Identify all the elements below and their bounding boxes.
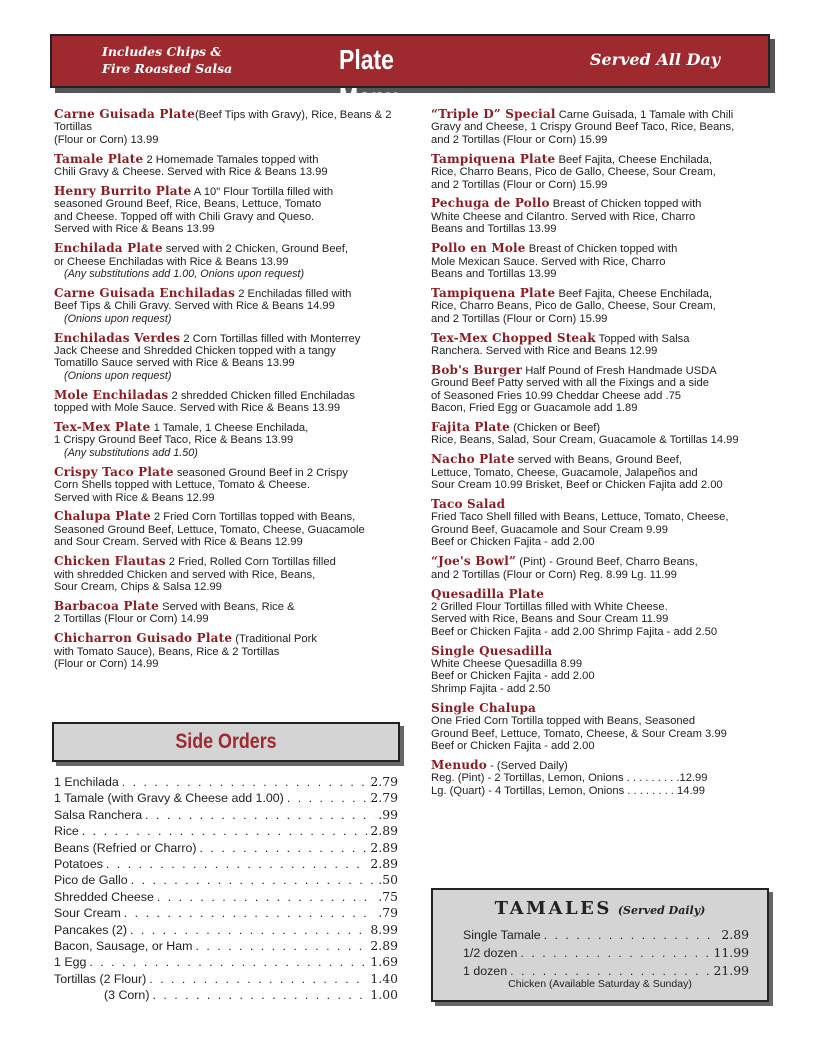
price-row bbox=[54, 774, 398, 790]
menu-item-first-line bbox=[54, 108, 404, 134]
menu-item bbox=[54, 510, 404, 548]
menu-item-desc: Ranchera. Served with Rice and Beans 12.99 bbox=[431, 345, 658, 357]
menu-item-name: Carne Guisada Plate bbox=[54, 107, 195, 121]
menu-item-desc: Sour Cream 10.99 Brisket, Beef or Chicken Fajita add 2.00 bbox=[431, 479, 723, 492]
menu-item-desc: White Cheese Quesadilla 8.99 bbox=[431, 658, 583, 671]
menu-item-first-line bbox=[431, 588, 776, 601]
menu-item-desc: Served with Rice & Beans 12.99 bbox=[54, 491, 215, 504]
menu-item-note: (Onions upon request) bbox=[64, 369, 172, 382]
menu-item-desc: (Pint) - Ground Beef, Charro Beans, bbox=[516, 556, 698, 569]
menu-item-name: Quesadilla Plate bbox=[431, 586, 545, 601]
price-item-name: Pancakes (2) bbox=[54, 922, 128, 937]
menu-item-desc: White Cheese and Cilantro. Served with Rice, Charro bbox=[431, 210, 696, 223]
menu-item-first-line bbox=[431, 702, 776, 715]
menu-item-desc: with Tomato Sauce), Beans, Rice & 2 Tortillas bbox=[54, 645, 280, 658]
menu-item bbox=[54, 108, 404, 146]
price-item-price: 1.40 bbox=[370, 970, 398, 986]
menu-item bbox=[54, 242, 404, 280]
menu-item-desc: Breast of Chicken topped with bbox=[525, 243, 678, 256]
menu-item-desc: Ground Beef Patty served with all the Fixings and a side bbox=[431, 377, 709, 390]
menu-item-first-line bbox=[431, 108, 776, 121]
menu-item bbox=[54, 287, 404, 325]
menu-item bbox=[54, 185, 404, 236]
menu-item-desc: Mole Mexican Sauce. Served with Rice, Charro bbox=[431, 255, 666, 268]
menu-item-desc: Rice, Beans, Salad, Sour Cream, Guacamole & Tortillas 14.99 bbox=[431, 434, 739, 447]
dot-leader bbox=[145, 807, 375, 823]
price-row bbox=[54, 905, 398, 921]
menu-item bbox=[431, 197, 776, 235]
price-item-name: Potatoes bbox=[54, 857, 103, 872]
menu-item-desc: 2 Fried, Rolled Corn Tortillas filled bbox=[165, 556, 336, 569]
menu-item-desc: - (Served Daily) bbox=[486, 759, 568, 772]
menu-item-desc: Served with Rice & Beans 13.99 bbox=[54, 223, 215, 236]
price-item-price: .75 bbox=[378, 888, 398, 904]
menu-item-desc: (Flour or Corn) 14.99 bbox=[54, 658, 159, 671]
menu-item-name: “Triple D” Special bbox=[431, 107, 556, 121]
price-item-name: Tortillas (2 Flour) bbox=[54, 971, 147, 986]
menu-item-name: Pollo en Mole bbox=[431, 241, 526, 256]
menu-item-desc: Beef Tips & Chili Gravy. Served with Rice & Beans 14.99 bbox=[54, 300, 335, 313]
menu-item-desc: Lg. (Quart) - 4 Tortillas, Lemon, Onions . . . . . . . . 14.99 bbox=[431, 784, 706, 797]
menu-item-desc: Bacon, Fried Egg or Guacamole add 1.89 bbox=[431, 402, 638, 415]
menu-item-desc: Shrimp Fajita - add 2.50 bbox=[431, 682, 551, 695]
menu-item-first-line bbox=[431, 287, 776, 300]
side-orders-header bbox=[52, 722, 400, 762]
menu-item-desc: with shredded Chicken and served with Rice, Beans, bbox=[54, 568, 316, 581]
menu-item-first-line bbox=[54, 555, 404, 568]
menu-item bbox=[431, 588, 776, 639]
menu-item-desc: Rice, Charro Beans, Pico de Gallo, Cheese, Sour Cream, bbox=[431, 300, 716, 313]
dot-leader bbox=[124, 905, 375, 921]
price-row bbox=[54, 971, 398, 987]
price-item-name: Salsa Ranchera bbox=[54, 807, 143, 822]
menu-item-desc: 2 Tortillas (Flour or Corn) 14.99 bbox=[54, 613, 209, 626]
menu-item-name: Carne Guisada Enchiladas bbox=[54, 285, 236, 300]
dot-leader bbox=[82, 823, 368, 839]
menu-item-first-line bbox=[431, 555, 776, 568]
menu-item-first-line bbox=[431, 453, 776, 466]
menu-item-desc: 2 Homemade Tamales topped with bbox=[143, 153, 319, 166]
menu-item-name: Mole Enchiladas bbox=[54, 387, 169, 402]
price-item-name: 1 dozen bbox=[463, 964, 508, 978]
price-item-name: Bacon, Sausage, or Ham bbox=[54, 939, 193, 954]
menu-item-desc: Fried Taco Shell filled with Beans, Lettuce, Tomato, Cheese, bbox=[431, 511, 729, 524]
menu-item-desc: Lettuce, Tomato, Cheese, Guacamole, Jalapeños and bbox=[431, 466, 698, 479]
menu-item-desc: Served with Beans, Rice & bbox=[159, 600, 295, 613]
dot-leader bbox=[131, 872, 376, 888]
menu-item-name: Barbacoa Plate bbox=[54, 598, 160, 613]
price-row bbox=[54, 807, 398, 823]
menu-item-name: Tampiquena Plate bbox=[431, 151, 556, 166]
menu-item-name: Tex-Mex Chopped Steak bbox=[431, 330, 596, 345]
tamales-note: Chicken (Available Saturday & Sunday) bbox=[508, 978, 692, 990]
menu-item-desc: and 2 Tortillas (Flour or Corn) 15.99 bbox=[431, 133, 608, 146]
menu-item-desc: Chili Gravy & Cheese. Served with Rice & Beans 13.99 bbox=[54, 166, 328, 179]
menu-item-desc: 2 shredded Chicken filled Enchiladas bbox=[168, 389, 355, 402]
tamales-subtitle: (Served Daily) bbox=[617, 904, 706, 917]
tamales-list bbox=[463, 926, 749, 980]
tamales-box bbox=[431, 888, 769, 1002]
menu-item-desc: One Fried Corn Tortilla topped with Beans, Seasoned bbox=[431, 715, 696, 728]
menu-item-name: Menudo bbox=[431, 757, 487, 772]
menu-item-first-line bbox=[431, 421, 776, 434]
menu-item-name: Fajita Plate bbox=[431, 420, 510, 435]
price-item-price: 11.99 bbox=[713, 945, 749, 960]
menu-item-first-line bbox=[431, 153, 776, 166]
menu-item-desc: served with Beans, Ground Beef, bbox=[514, 454, 682, 467]
menu-item-name: Chicharron Guisado Plate bbox=[54, 631, 233, 646]
side-orders-title: Side Orders bbox=[175, 730, 277, 753]
menu-item-first-line bbox=[54, 153, 404, 166]
menu-item bbox=[54, 600, 404, 626]
price-item-price: 2.89 bbox=[370, 856, 398, 872]
price-row bbox=[54, 790, 398, 806]
menu-item-desc: and 2 Tortillas (Flour or Corn) 15.99 bbox=[431, 178, 608, 191]
menu-item-first-line bbox=[54, 632, 404, 645]
menu-item-name: Pechuga de Pollo bbox=[431, 196, 550, 211]
menu-item-note: (Any substitutions add 1.50) bbox=[64, 446, 198, 459]
dot-leader bbox=[200, 840, 368, 856]
menu-item bbox=[431, 242, 776, 280]
menu-item-desc: Jack Cheese and Shredded Chicken topped with a tangy bbox=[54, 345, 336, 357]
menu-item-desc: Ground Beef, Guacamole and Sour Cream 9.99 bbox=[431, 523, 668, 536]
menu-item-desc: 2 Grilled Flour Tortillas filled with White Cheese. bbox=[431, 600, 668, 613]
menu-item-desc: Tomatillo Sauce served with Rice & Beans 13.99 bbox=[54, 357, 295, 370]
menu-item-desc: Beef or Chicken Fajita - add 2.00 bbox=[431, 739, 595, 752]
menu-item-name: Tamale Plate bbox=[54, 151, 144, 166]
menu-item-desc: Beef or Chicken Fajita - add 2.00 Shrimp Fajita - add 2.50 bbox=[431, 625, 718, 638]
price-item-price: 2.79 bbox=[370, 790, 398, 806]
menu-item-desc: Beef or Chicken Fajita - add 2.00 bbox=[431, 536, 595, 549]
menu-item-desc: Breast of Chicken topped with bbox=[549, 198, 702, 211]
price-item-price: 2.89 bbox=[370, 839, 398, 855]
menu-item-name: “Joe's Bowl” bbox=[431, 554, 517, 569]
price-item-name: 1/2 dozen bbox=[463, 946, 518, 960]
menu-item-desc: and Sour Cream. Served with Rice & Beans 12.99 bbox=[54, 536, 303, 549]
menu-item-name: Enchiladas Verdes bbox=[54, 330, 181, 345]
menu-item-desc: 1 Tamale, 1 Cheese Enchilada, bbox=[150, 422, 309, 435]
plates-right-column bbox=[431, 108, 776, 804]
menu-item-desc: seasoned Ground Beef in 2 Crispy bbox=[173, 466, 348, 479]
price-item-name: 1 Enchilada bbox=[54, 775, 119, 789]
menu-item-desc: Reg. (Pint) - 2 Tortillas, Lemon, Onions . . . . . . . . .12.99 bbox=[431, 772, 708, 785]
menu-item-desc: Corn Shells topped with Lettuce, Tomato & Cheese. bbox=[54, 479, 311, 492]
menu-item-name: Chicken Flautas bbox=[54, 554, 166, 569]
price-item-price: 1.00 bbox=[370, 987, 398, 1003]
menu-item-first-line bbox=[431, 332, 776, 345]
dot-leader bbox=[195, 938, 367, 954]
menu-item-name: Henry Burrito Plate bbox=[54, 184, 192, 199]
dot-leader bbox=[157, 889, 375, 905]
price-row bbox=[54, 987, 398, 1003]
menu-item bbox=[431, 645, 776, 696]
price-item-name: Pico de Gallo bbox=[54, 873, 128, 888]
price-item-price: .50 bbox=[378, 872, 398, 888]
menu-item bbox=[54, 389, 404, 415]
menu-item-desc: Ground Beef, Lettuce, Tomato, Cheese, & Sour Cream 3.99 bbox=[431, 727, 727, 740]
menu-item-desc: of Seasoned Fries 10.99 Cheddar Cheese add .75 bbox=[431, 389, 682, 402]
tamales-title: TAMALES bbox=[494, 898, 612, 919]
price-row bbox=[54, 938, 398, 954]
menu-item-name: Bob's Burger bbox=[431, 362, 523, 377]
menu-item-name: Tampiquena Plate bbox=[431, 285, 556, 300]
menu-item-name: Single Quesadilla bbox=[431, 643, 553, 658]
dot-leader bbox=[544, 927, 719, 944]
menu-item-name: Crispy Taco Plate bbox=[54, 464, 174, 479]
menu-item bbox=[54, 632, 404, 670]
menu-item-first-line bbox=[54, 600, 404, 613]
dot-leader bbox=[130, 922, 367, 938]
menu-item-desc: topped with Mole Sauce. Served with Rice & Beans 13.99 bbox=[54, 402, 341, 415]
menu-item-name: Nacho Plate bbox=[431, 452, 515, 467]
menu-item-desc: 1 Crispy Ground Beef Taco, Rice & Beans 13.99 bbox=[54, 434, 294, 447]
menu-item bbox=[431, 702, 776, 753]
menu-item-first-line bbox=[431, 645, 776, 658]
menu-item bbox=[431, 364, 776, 415]
menu-item-note: (Any substitutions add 1.00, Onions upon request) bbox=[64, 267, 305, 280]
price-item-price: .99 bbox=[378, 806, 398, 822]
dot-leader bbox=[122, 774, 368, 790]
price-row bbox=[54, 954, 398, 970]
banner-includes-line1: Includes Chips & bbox=[102, 44, 222, 59]
menu-item-desc: Half Pound of Fresh Handmade USDA bbox=[522, 364, 717, 377]
menu-item-name: Enchilada Plate bbox=[54, 241, 163, 256]
menu-item-desc: (Beef Tips with Gravy), Rice, Beans & 2 Tortillas bbox=[54, 109, 392, 134]
price-item-price: 2.79 bbox=[370, 774, 398, 789]
price-item-name: 1 Tamale (with Gravy & Cheese add 1.00) bbox=[54, 791, 284, 806]
dot-leader bbox=[287, 790, 368, 806]
menu-item-desc: (Flour or Corn) 13.99 bbox=[54, 133, 159, 146]
menu-item-first-line bbox=[431, 759, 776, 772]
menu-item-desc: (Chicken or Beef) bbox=[509, 422, 601, 435]
menu-item-desc: Rice, Charro Beans, Pico de Gallo, Cheese, Sour Cream, bbox=[431, 166, 716, 179]
menu-item-desc: 2 Enchiladas filled with bbox=[235, 287, 352, 300]
menu-item-desc: Served with Rice, Beans and Sour Cream 11.99 bbox=[431, 613, 669, 626]
price-row bbox=[463, 944, 749, 962]
price-item-price: 2.89 bbox=[721, 927, 749, 942]
price-item-name: 1 Egg bbox=[54, 955, 87, 970]
dot-leader bbox=[89, 954, 367, 970]
menu-item-desc: 2 Fried Corn Tortillas topped with Beans, bbox=[150, 511, 356, 524]
price-item-price: 2.89 bbox=[370, 938, 398, 954]
menu-item-first-line bbox=[431, 364, 776, 377]
menu-item bbox=[54, 555, 404, 593]
menu-item bbox=[431, 498, 776, 549]
banner-includes bbox=[102, 43, 232, 77]
plates-left-column bbox=[54, 108, 404, 677]
menu-item bbox=[431, 153, 776, 191]
price-row bbox=[463, 926, 749, 944]
menu-item bbox=[431, 287, 776, 325]
menu-item-first-line bbox=[54, 421, 404, 434]
menu-item bbox=[54, 332, 404, 383]
menu-item bbox=[431, 108, 776, 146]
menu-item-desc: (Traditional Pork bbox=[232, 633, 317, 646]
menu-item-name: Taco Salad bbox=[431, 497, 506, 512]
menu-item-desc: Gravy and Cheese, 1 Crispy Ground Beef Taco, Rice, Beans, bbox=[431, 121, 735, 134]
menu-item-desc: seasoned Ground Beef, Rice, Beans, Lettuce, Tomato bbox=[54, 198, 322, 211]
menu-item-desc: Carne Guisada, 1 Tamale with Chili bbox=[555, 109, 734, 121]
price-item-name: Shredded Cheese bbox=[54, 889, 154, 904]
menu-item bbox=[431, 555, 776, 581]
page-title: Plate Menu bbox=[339, 44, 399, 113]
price-item-price: 21.99 bbox=[713, 963, 749, 978]
menu-item bbox=[431, 759, 776, 797]
header-banner bbox=[50, 34, 770, 113]
price-item-price: 8.99 bbox=[370, 921, 398, 937]
banner-includes-line2: Fire Roasted Salsa bbox=[102, 61, 233, 76]
price-item-name: (3 Corn) bbox=[104, 988, 150, 1003]
menu-item-desc: A 10" Flour Tortilla filled with bbox=[191, 186, 334, 199]
price-row bbox=[54, 823, 398, 839]
menu-item-desc: and 2 Tortillas (Flour or Corn) Reg. 8.99 Lg. 11.99 bbox=[431, 568, 677, 581]
menu-item-desc: Sour Cream, Chips & Salsa 12.99 bbox=[54, 581, 222, 593]
price-item-price: .79 bbox=[378, 905, 398, 921]
menu-item-first-line bbox=[54, 466, 404, 479]
menu-item-first-line bbox=[431, 242, 776, 255]
menu-item-first-line bbox=[54, 332, 404, 345]
menu-item-desc: Seasoned Ground Beef, Lettuce, Tomato, Cheese, Guacamole bbox=[54, 523, 365, 536]
menu-item-note: (Onions upon request) bbox=[64, 312, 172, 325]
menu-item bbox=[54, 421, 404, 459]
menu-item-desc: and 2 Tortillas (Flour or Corn) 15.99 bbox=[431, 312, 608, 325]
menu-item bbox=[431, 421, 776, 447]
menu-item-desc: Topped with Salsa bbox=[595, 332, 690, 345]
menu-item-desc: served with 2 Chicken, Ground Beef, bbox=[162, 243, 348, 256]
price-row bbox=[54, 872, 398, 888]
menu-item-first-line bbox=[54, 287, 404, 300]
price-item-name: Beans (Refried or Charro) bbox=[54, 840, 197, 855]
menu-item-first-line bbox=[54, 242, 404, 255]
price-item-name: Rice bbox=[54, 824, 79, 839]
dot-leader bbox=[149, 971, 367, 987]
menu-item-desc: Beef Fajita, Cheese Enchilada, bbox=[555, 287, 713, 300]
dot-leader bbox=[520, 945, 710, 962]
menu-item-desc: Beans and Tortillas 13.99 bbox=[431, 223, 557, 236]
menu-item-first-line bbox=[431, 498, 776, 511]
menu-item bbox=[431, 453, 776, 491]
menu-item-name: Single Chalupa bbox=[431, 700, 537, 715]
dot-leader bbox=[106, 856, 367, 872]
menu-item-desc: or Cheese Enchiladas with Rice & Beans 13.99 bbox=[54, 255, 289, 268]
price-item-price: 2.89 bbox=[370, 823, 398, 839]
dot-leader bbox=[152, 987, 367, 1003]
menu-item-desc: Beans and Tortillas 13.99 bbox=[431, 267, 557, 280]
price-item-price: 1.69 bbox=[370, 954, 398, 970]
menu-item-desc: 2 Corn Tortillas filled with Monterrey bbox=[180, 332, 361, 345]
menu-item-desc: and Cheese. Topped off with Chili Gravy and Queso. bbox=[54, 210, 315, 223]
price-row bbox=[54, 922, 398, 938]
menu-item-first-line bbox=[431, 197, 776, 210]
menu-item-first-line bbox=[54, 185, 404, 198]
menu-item-desc: Beef Fajita, Cheese Enchilada, bbox=[555, 153, 713, 166]
menu-item-name: Chalupa Plate bbox=[54, 509, 151, 524]
side-orders-list bbox=[54, 774, 398, 1004]
tamales-title-row bbox=[433, 898, 767, 919]
price-row bbox=[54, 840, 398, 856]
menu-item bbox=[54, 466, 404, 504]
banner-served: Served All Day bbox=[589, 50, 720, 69]
price-row bbox=[54, 889, 398, 905]
menu-item-first-line bbox=[54, 389, 404, 402]
menu-item bbox=[54, 153, 404, 179]
price-item-name: Single Tamale bbox=[463, 928, 541, 942]
menu-item-desc: Beef or Chicken Fajita - add 2.00 bbox=[431, 670, 595, 683]
price-item-name: Sour Cream bbox=[54, 906, 121, 921]
menu-item-first-line bbox=[54, 510, 404, 523]
price-row bbox=[54, 856, 398, 872]
menu-item-name: Tex-Mex Plate bbox=[54, 420, 151, 435]
menu-item bbox=[431, 332, 776, 358]
